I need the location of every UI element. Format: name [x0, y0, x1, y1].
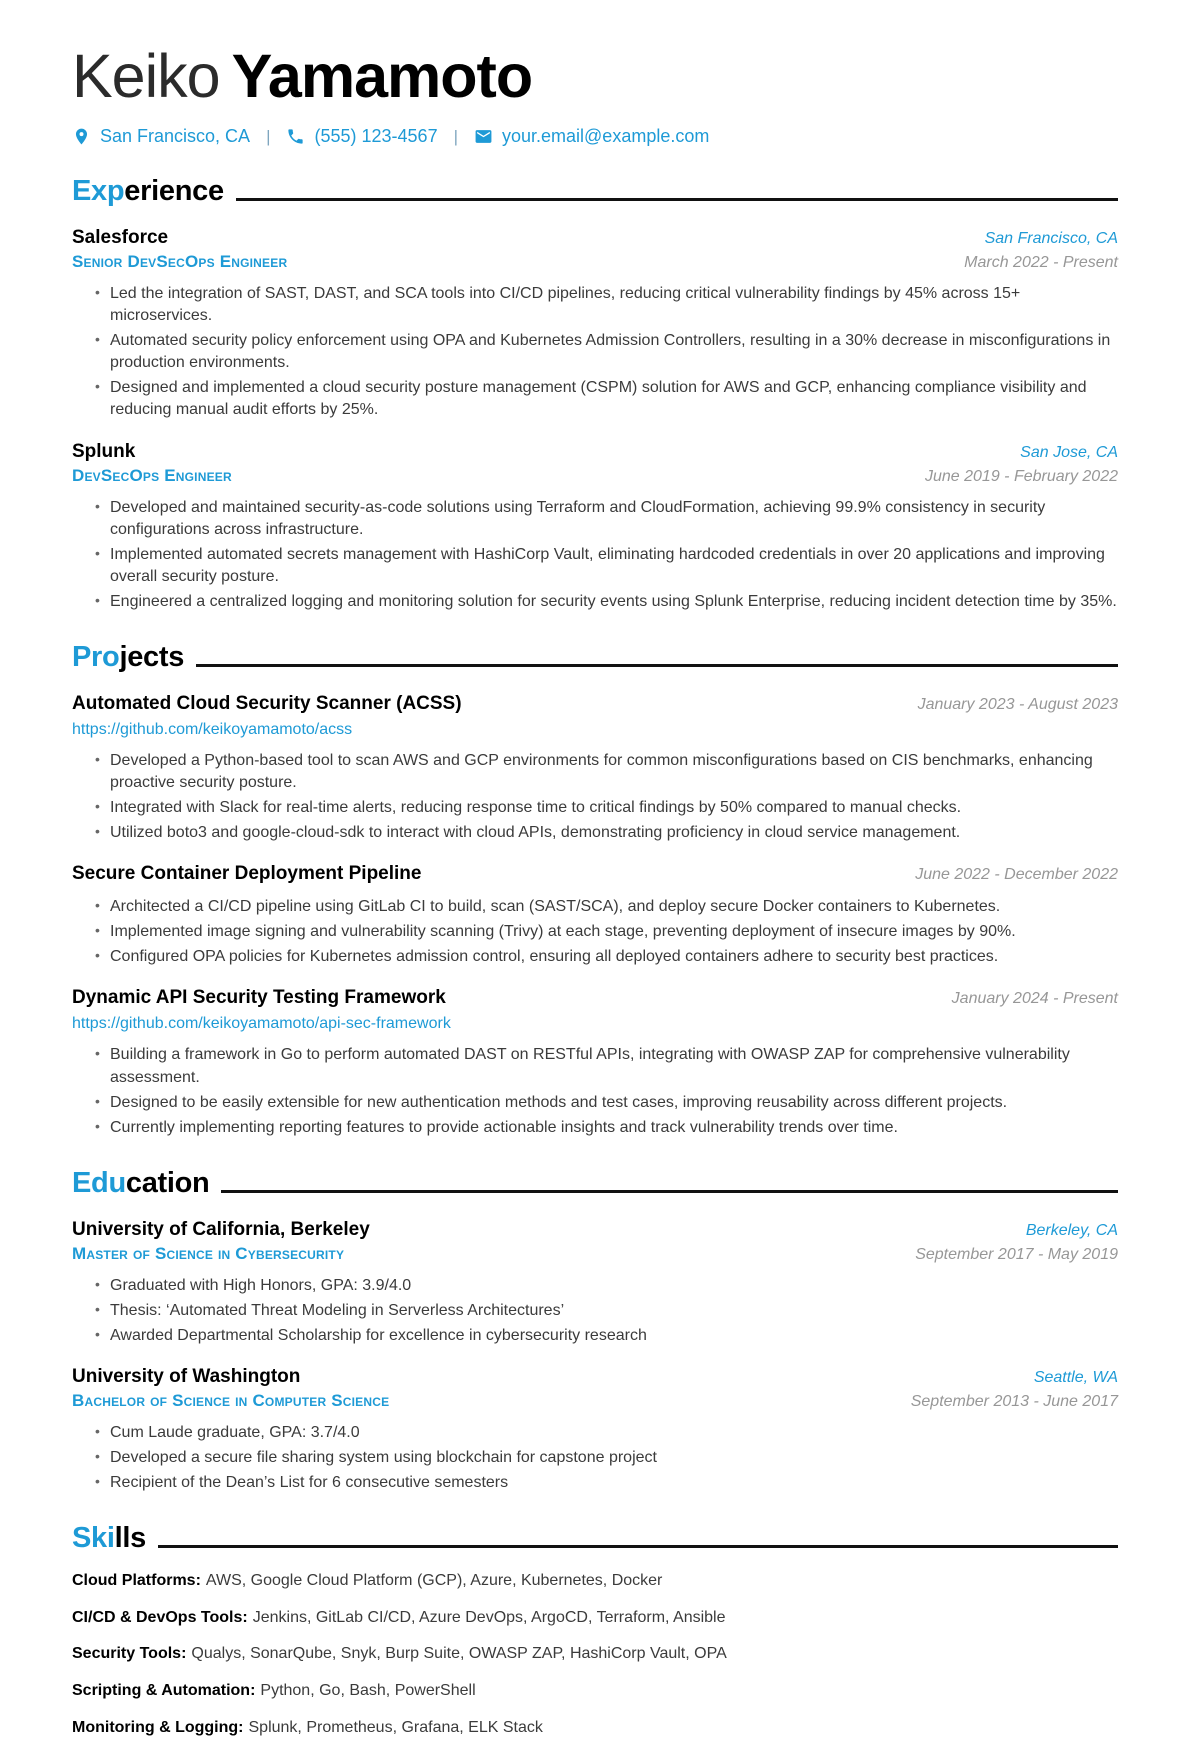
- contact-email-text[interactable]: your.email@example.com: [502, 126, 710, 147]
- company-name: Salesforce: [72, 227, 169, 249]
- location-pin-icon: [72, 127, 91, 146]
- contact-location: [72, 126, 250, 147]
- bullet-list: [72, 1275, 1118, 1347]
- bullet-list: [72, 497, 1118, 613]
- bullet-item: • Architected a CI/CD pipeline using GitLab CI to build, scan (SAST/SCA), and deploy secure Docker containers to Kubernetes.: [110, 896, 1118, 918]
- entry-location: Seattle, WA: [1033, 1369, 1118, 1386]
- section-title-rest: lls: [114, 1522, 146, 1555]
- bullet-item: • Designed to be easily extensible for new authentication methods and test cases, improving reusability across different projects.: [110, 1092, 1118, 1114]
- bullet-list: [72, 1422, 1118, 1494]
- bullet-item: • Designed and implemented a cloud security posture management (CSPM) solution for AWS and GCP, enhancing compliance visibility and reducing manual audit efforts by 25%.: [110, 377, 1118, 421]
- skill-label: Scripting & Automation:: [72, 1682, 256, 1700]
- bullet-item: • Cum Laude graduate, GPA: 3.7/4.0: [110, 1422, 1118, 1444]
- bullet-list: [72, 283, 1118, 421]
- section-projects: [72, 641, 1118, 1139]
- bullet-item: • Awarded Departmental Scholarship for excellence in cybersecurity research: [110, 1325, 1118, 1347]
- bullet-item: • Led the integration of SAST, DAST, and SCA tools into CI/CD pipelines, reducing critical vulnerability findings by 45% across 15+ microservices.: [110, 283, 1118, 327]
- bullet-list: [72, 1044, 1118, 1138]
- contact-separator: |: [453, 126, 458, 146]
- email-envelope-icon: [474, 127, 493, 146]
- skill-value: Qualys, SonarQube, Snyk, Burp Suite, OWASP ZAP, HashiCorp Vault, OPA: [191, 1645, 727, 1663]
- candidate-name: [72, 44, 1118, 108]
- project-link[interactable]: https://github.com/keikoyamamoto/acss: [72, 720, 353, 738]
- education-entry: [72, 1219, 1118, 1347]
- experience-entry: [72, 227, 1118, 421]
- skill-value: Python, Go, Bash, PowerShell: [260, 1682, 476, 1700]
- skill-row: [72, 1717, 1118, 1738]
- bullet-item: • Currently implementing reporting features to provide actionable insights and track vulnerability trends over time.: [110, 1117, 1118, 1139]
- bullet-item: • Graduated with High Honors, GPA: 3.9/4.0: [110, 1275, 1118, 1297]
- bullet-item: • Implemented image signing and vulnerability scanning (Trivy) at each stage, preventing deployment of insecure images by 90%.: [110, 921, 1118, 943]
- section-education: [72, 1167, 1118, 1494]
- section-title-rest: erience: [124, 175, 224, 208]
- project-dates: January 2024 - Present: [951, 990, 1118, 1008]
- first-name: Keiko: [72, 42, 220, 110]
- project-link[interactable]: https://github.com/keikoyamamoto/api-sec-framework: [72, 1015, 451, 1033]
- project-name: Secure Container Deployment Pipeline: [72, 863, 422, 885]
- bullet-item: • Developed and maintained security-as-code solutions using Terraform and CloudFormation, achieving 99.9% consistency in security configurations across infrastructure.: [110, 497, 1118, 541]
- bullet-item: • Integrated with Slack for real-time alerts, reducing response time to critical findings by 50% compared to manual checks.: [110, 797, 1118, 819]
- skill-label: Security Tools:: [72, 1645, 187, 1663]
- section-title-accent: Exp: [72, 175, 125, 208]
- bullet-item: • Configured OPA policies for Kubernetes admission control, ensuring all deployed containers adhere to security best practices.: [110, 946, 1118, 968]
- company-name: Splunk: [72, 440, 136, 462]
- experience-entry: [72, 441, 1118, 613]
- education-entry: [72, 1366, 1118, 1494]
- entry-location: Berkeley, CA: [1025, 1221, 1118, 1239]
- section-heading-projects: [72, 641, 1118, 674]
- skill-row: [72, 1607, 1118, 1629]
- bullet-item: • Recipient of the Dean’s List for 6 consecutive semesters: [110, 1472, 1118, 1494]
- contact-separator: |: [266, 126, 271, 146]
- section-title: [72, 1522, 146, 1555]
- contact-location-text: San Francisco, CA: [100, 126, 251, 147]
- skill-row: [72, 1570, 1118, 1592]
- contact-row: [72, 126, 1118, 147]
- section-title: [72, 641, 184, 674]
- project-name: Automated Cloud Security Scanner (ACSS): [72, 692, 462, 714]
- bullet-item: • Developed a secure file sharing system using blockchain for capstone project: [110, 1447, 1118, 1469]
- section-title-rest: jects: [119, 640, 185, 673]
- project-entry: [72, 863, 1118, 968]
- section-title-accent: Ski: [72, 1522, 115, 1555]
- last-name: Yamamoto: [231, 42, 533, 110]
- entry-dates: March 2022 - Present: [964, 254, 1118, 272]
- skill-value: Jenkins, GitLab CI/CD, Azure DevOps, ArgoCD, Terraform, Ansible: [252, 1608, 726, 1626]
- bullet-item: • Implemented automated secrets management with HashiCorp Vault, eliminating hardcoded credentials in over 20 applications and improving overall security posture.: [110, 544, 1118, 588]
- heading-rule: [221, 1190, 1118, 1193]
- degree-title: Bachelor of Science in Computer Science: [72, 1391, 390, 1410]
- position-title: Senior DevSecOps Engineer: [72, 252, 288, 272]
- institution-name: University of California, Berkeley: [72, 1218, 370, 1240]
- section-title: [72, 175, 224, 208]
- entry-dates: September 2013 - June 2017: [910, 1393, 1118, 1410]
- section-heading-education: [72, 1167, 1118, 1200]
- bullet-item: • Utilized boto3 and google-cloud-sdk to interact with cloud APIs, demonstrating proficiency in cloud service management.: [110, 822, 1118, 844]
- bullet-item: • Engineered a centralized logging and monitoring solution for security events using Splunk Enterprise, reducing incident detection time by 35%.: [110, 591, 1118, 613]
- project-name: Dynamic API Security Testing Framework: [72, 987, 446, 1009]
- skill-value: AWS, Google Cloud Platform (GCP), Azure, Kubernetes, Docker: [205, 1572, 663, 1590]
- section-title-accent: Pro: [72, 640, 120, 673]
- contact-phone: [286, 126, 437, 147]
- skill-value: Splunk, Prometheus, Grafana, ELK Stack: [248, 1718, 543, 1736]
- bullet-list: [72, 750, 1118, 844]
- contact-phone-text: (555) 123-4567: [314, 126, 438, 147]
- heading-rule: [158, 1545, 1118, 1548]
- bullet-item: • Thesis: ‘Automated Threat Modeling in Serverless Architectures’: [110, 1300, 1118, 1322]
- section-title-accent: Edu: [72, 1166, 126, 1199]
- section-experience: [72, 175, 1118, 613]
- project-entry: [72, 693, 1118, 844]
- position-title: DevSecOps Engineer: [72, 465, 232, 485]
- entry-dates: June 2019 - February 2022: [924, 467, 1118, 485]
- project-dates: January 2023 - August 2023: [917, 695, 1118, 713]
- bullet-list: [72, 896, 1118, 968]
- heading-rule: [236, 198, 1118, 201]
- contact-email[interactable]: [474, 126, 709, 147]
- entry-location: San Jose, CA: [1020, 443, 1118, 461]
- phone-icon: [286, 127, 305, 146]
- entry-location: San Francisco, CA: [984, 230, 1118, 248]
- section-title-rest: cation: [125, 1166, 210, 1199]
- skill-label: Monitoring & Logging:: [72, 1718, 244, 1736]
- section-skills: [72, 1522, 1118, 1738]
- institution-name: University of Washington: [72, 1366, 301, 1387]
- heading-rule: [196, 664, 1118, 667]
- section-heading-skills: [72, 1522, 1118, 1555]
- skill-label: CI/CD & DevOps Tools:: [72, 1608, 248, 1626]
- bullet-item: • Building a framework in Go to perform automated DAST on RESTful APIs, integrating with OWASP ZAP for comprehensive vulnerability assessment.: [110, 1044, 1118, 1088]
- skill-row: [72, 1680, 1118, 1702]
- skill-label: Cloud Platforms:: [72, 1572, 201, 1590]
- entry-dates: September 2017 - May 2019: [915, 1245, 1118, 1263]
- skill-row: [72, 1643, 1118, 1665]
- degree-title: Master of Science in Cybersecurity: [72, 1243, 345, 1263]
- bullet-item: • Automated security policy enforcement using OPA and Kubernetes Admission Controllers, resulting in a 30% decrease in misconfigurations in production environments.: [110, 330, 1118, 374]
- project-entry: [72, 987, 1118, 1138]
- section-title: [72, 1167, 209, 1200]
- bullet-item: • Developed a Python-based tool to scan AWS and GCP environments for common misconfigurations based on CIS benchmarks, enhancing proactive security posture.: [110, 750, 1118, 794]
- project-dates: June 2022 - December 2022: [915, 866, 1118, 884]
- section-heading-experience: [72, 175, 1118, 208]
